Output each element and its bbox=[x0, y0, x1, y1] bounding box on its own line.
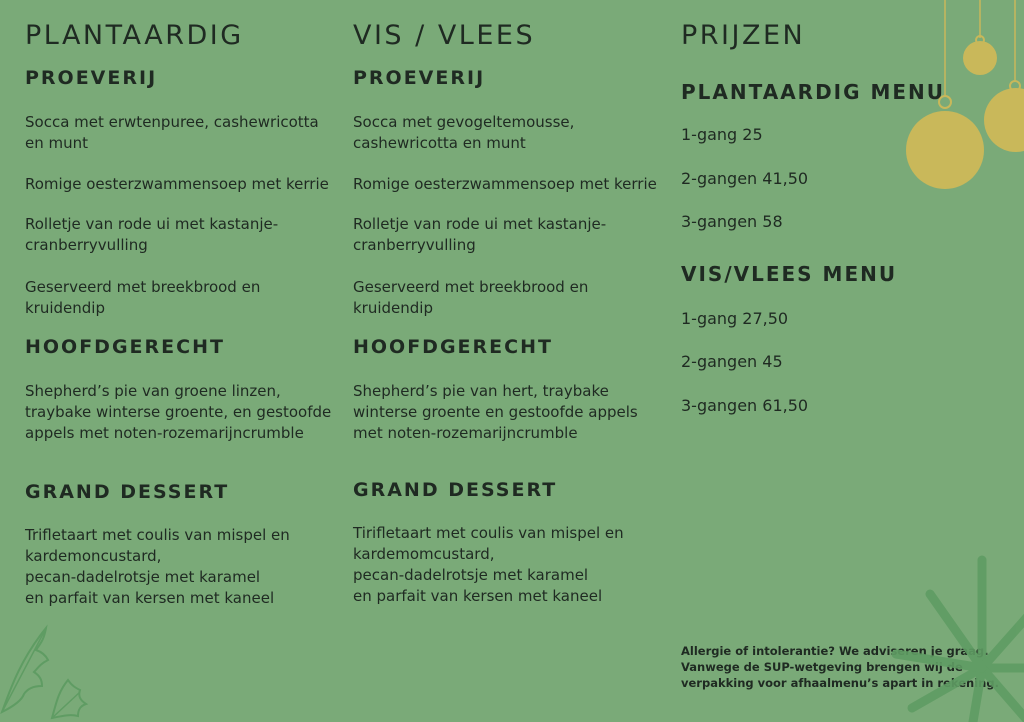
visvlees-hoofdgerecht-text: Shepherd’s pie van hert, traybake winterse groente en gestoofde appels met noten-rozemarijncrumble bbox=[353, 382, 638, 442]
visvlees-hoofdgerecht-heading: HOOFDGERECHT bbox=[353, 336, 553, 358]
star-flower-icon bbox=[890, 550, 1024, 722]
price-line: 3-gangen 58 bbox=[681, 212, 783, 231]
bauble-icon bbox=[900, 0, 1024, 200]
visvlees-dessert-text: Tirifletaart met coulis van mispel en kardemomcustard, pecan-dadelrotsje met karamel en parfait van kersen met kaneel bbox=[353, 524, 624, 605]
plantaardig-proeverij-item: Romige oesterzwammensoep met kerrie bbox=[25, 175, 329, 193]
price-line: 3-gangen 61,50 bbox=[681, 396, 809, 415]
visvlees-title: VIS / VLEES bbox=[353, 20, 536, 51]
price-line: 2-gangen 45 bbox=[681, 352, 783, 371]
visvlees-proeverij-item: Socca met gevogeltemousse, cashewricotta en munt bbox=[353, 113, 575, 152]
visvlees-menu-heading: VIS/VLEES MENU bbox=[681, 262, 898, 286]
holly-leaf-icon bbox=[0, 620, 100, 722]
prijzen-title: PRIJZEN bbox=[681, 20, 806, 51]
plantaardig-title: PLANTAARDIG bbox=[25, 20, 244, 51]
plantaardig-hoofdgerecht-text: Shepherd’s pie van groene linzen, traybake winterse groente, en gestoofde appels met noten-rozemarijncrumble bbox=[25, 382, 332, 442]
plantaardig-dessert-text: Trifletaart met coulis van mispel en kardemoncustard, pecan-dadelrotsje met karamel en parfait van kersen met kaneel bbox=[25, 526, 290, 607]
plantaardig-proeverij-item: Socca met erwtenpuree, cashewricotta en munt bbox=[25, 113, 319, 152]
plantaardig-hoofdgerecht-heading: HOOFDGERECHT bbox=[25, 336, 225, 358]
plantaardig-menu-heading: PLANTAARDIG MENU bbox=[681, 80, 946, 104]
plantaardig-proeverij-heading: PROEVERIJ bbox=[25, 67, 158, 89]
plantaardig-proeverij-item: Geserveerd met breekbrood en kruidendip bbox=[25, 278, 261, 317]
plantaardig-proeverij-item: Rolletje van rode ui met kastanje- cranberryvulling bbox=[25, 215, 279, 254]
visvlees-proeverij-item: Rolletje van rode ui met kastanje- cranberryvulling bbox=[353, 215, 607, 254]
visvlees-dessert-heading: GRAND DESSERT bbox=[353, 479, 558, 501]
visvlees-proeverij-item: Romige oesterzwammensoep met kerrie bbox=[353, 175, 657, 193]
price-line: 2-gangen 41,50 bbox=[681, 169, 809, 188]
plantaardig-dessert-heading: GRAND DESSERT bbox=[25, 481, 230, 503]
visvlees-proeverij-item: Geserveerd met breekbrood en kruidendip bbox=[353, 278, 589, 317]
allergy-note: Allergie of intolerantie? We adviseren je graag. Vanwege de SUP-wetgeving brengen wij de verpakking voor afhaalmenu’s apart in rekening. bbox=[681, 644, 999, 690]
visvlees-proeverij-heading: PROEVERIJ bbox=[353, 67, 486, 89]
price-line: 1-gang 27,50 bbox=[681, 309, 789, 328]
price-line: 1-gang 25 bbox=[681, 125, 763, 144]
